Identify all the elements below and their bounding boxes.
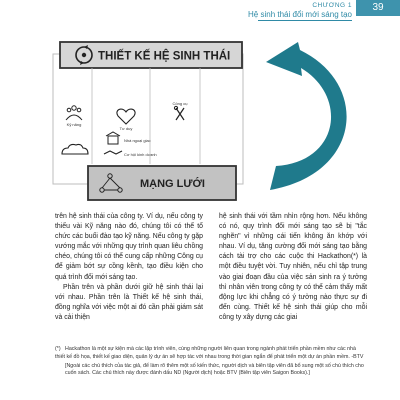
column-right <box>219 212 367 323</box>
people-icon <box>66 106 82 120</box>
chapter-label: CHƯƠNG 1 <box>312 2 352 9</box>
column-left <box>55 212 203 323</box>
footnote <box>55 346 367 362</box>
footnote-text: Hackathon là một sự kiện mà các lập trình viên, cùng những người liên quan trong ngành phát triển phần mềm như các nhà thiết kế đồ họa, thiết kế giao diện, quản lý dự án sẽ hợp tác với nhau trong thời gian ngắn để phát triển một dự án phần mềm. -BTV <box>55 346 364 360</box>
chapter-title: Hệ sinh thái đổi mới sáng tạo <box>248 10 352 19</box>
footnotes <box>55 346 367 379</box>
footnote-mark: (*) <box>55 346 61 352</box>
network-label: MẠNG LƯỚI <box>140 178 205 190</box>
paragraph: hệ sinh thái với tầm nhìn rộng hơn. Nếu không có nó, quy trình đổi mới sáng tạo sẽ bị "tắc nghẽn" vì những cái tiến không ăn khớp với nhau. Ví dụ, tăng cường đổi mới sáng tạo bằng cách tài trợ cho các cuộc thi Hackathon(*) là một điều tuyệt vời. Tuy nhiên, nếu chỉ tập trung vào giai đoạn đầu của việc sản sinh ra ý tưởng thì nhân viên trong công ty có thể cảm thấy mất động lực khi chẳng có ý tưởng nào thực sự đi đến cùng. Thiết kế hệ sinh thái giúp cho mỗi công ty xây dựng các giai <box>219 213 367 321</box>
ecosystem-figure <box>40 24 365 204</box>
icon-label-business: Cơ hội kinh doanh <box>124 152 157 157</box>
cloud-icon <box>62 144 88 154</box>
running-header <box>248 1 352 19</box>
icon-label-skills: Kỹ năng <box>66 122 82 127</box>
icon-label-mindset: Tư duy <box>119 126 133 131</box>
paragraph: trên hệ sinh thái của công ty. Ví dụ, nếu công ty thiếu vài Kỹ năng nào đó, chúng tôi có thể tổ chức các buổi đào tạo kỹ năng. Nếu công ty gặp vướng mắc với những quy trình quan liêu chồng chéo, chúng tôi có thể cung cấp những Công cụ để giảm bớt sự cồng kềnh, tạo điều kiện cho quá trình đổi mới sáng tạo. <box>55 213 203 281</box>
continuous-development-arrow <box>266 42 347 190</box>
icon-label-diplomat: Nhà ngoại giao <box>124 138 151 143</box>
body-text <box>55 212 367 340</box>
paragraph: Phần trên và phần dưới giữ hệ sinh thái lại với nhau. Phần trên là Thiết kế hệ sinh thái, đồng nghĩa với việc một ai đó cần phải giám sát và cải thiện <box>55 283 203 321</box>
ecosystem-design-label: THIẾT KẾ HỆ SINH THÁI <box>98 50 231 63</box>
header-rule <box>258 20 352 21</box>
ecosystem-diagram <box>40 24 365 204</box>
heart-icon <box>117 109 135 124</box>
handshake-icon <box>104 151 122 154</box>
editor-note: [Ngoài các chú thích của tác giả, để làm rõ thêm một số kiến thức, người dịch và biên tập viên đã bổ sung một số chú thích cho cuốn sách. Các chú thích này được đánh dấu ND (Người dịch) hoặc BTV (Biên tập viên Saigon Books).] <box>65 362 364 377</box>
icon-label-tools: Công cụ <box>172 101 188 106</box>
tools-icon <box>174 106 184 120</box>
page-number: 39 <box>356 0 400 16</box>
continuous-development-label: Phát triển liên tục <box>337 119 354 170</box>
building-icon <box>106 132 120 144</box>
page-header <box>0 0 400 22</box>
